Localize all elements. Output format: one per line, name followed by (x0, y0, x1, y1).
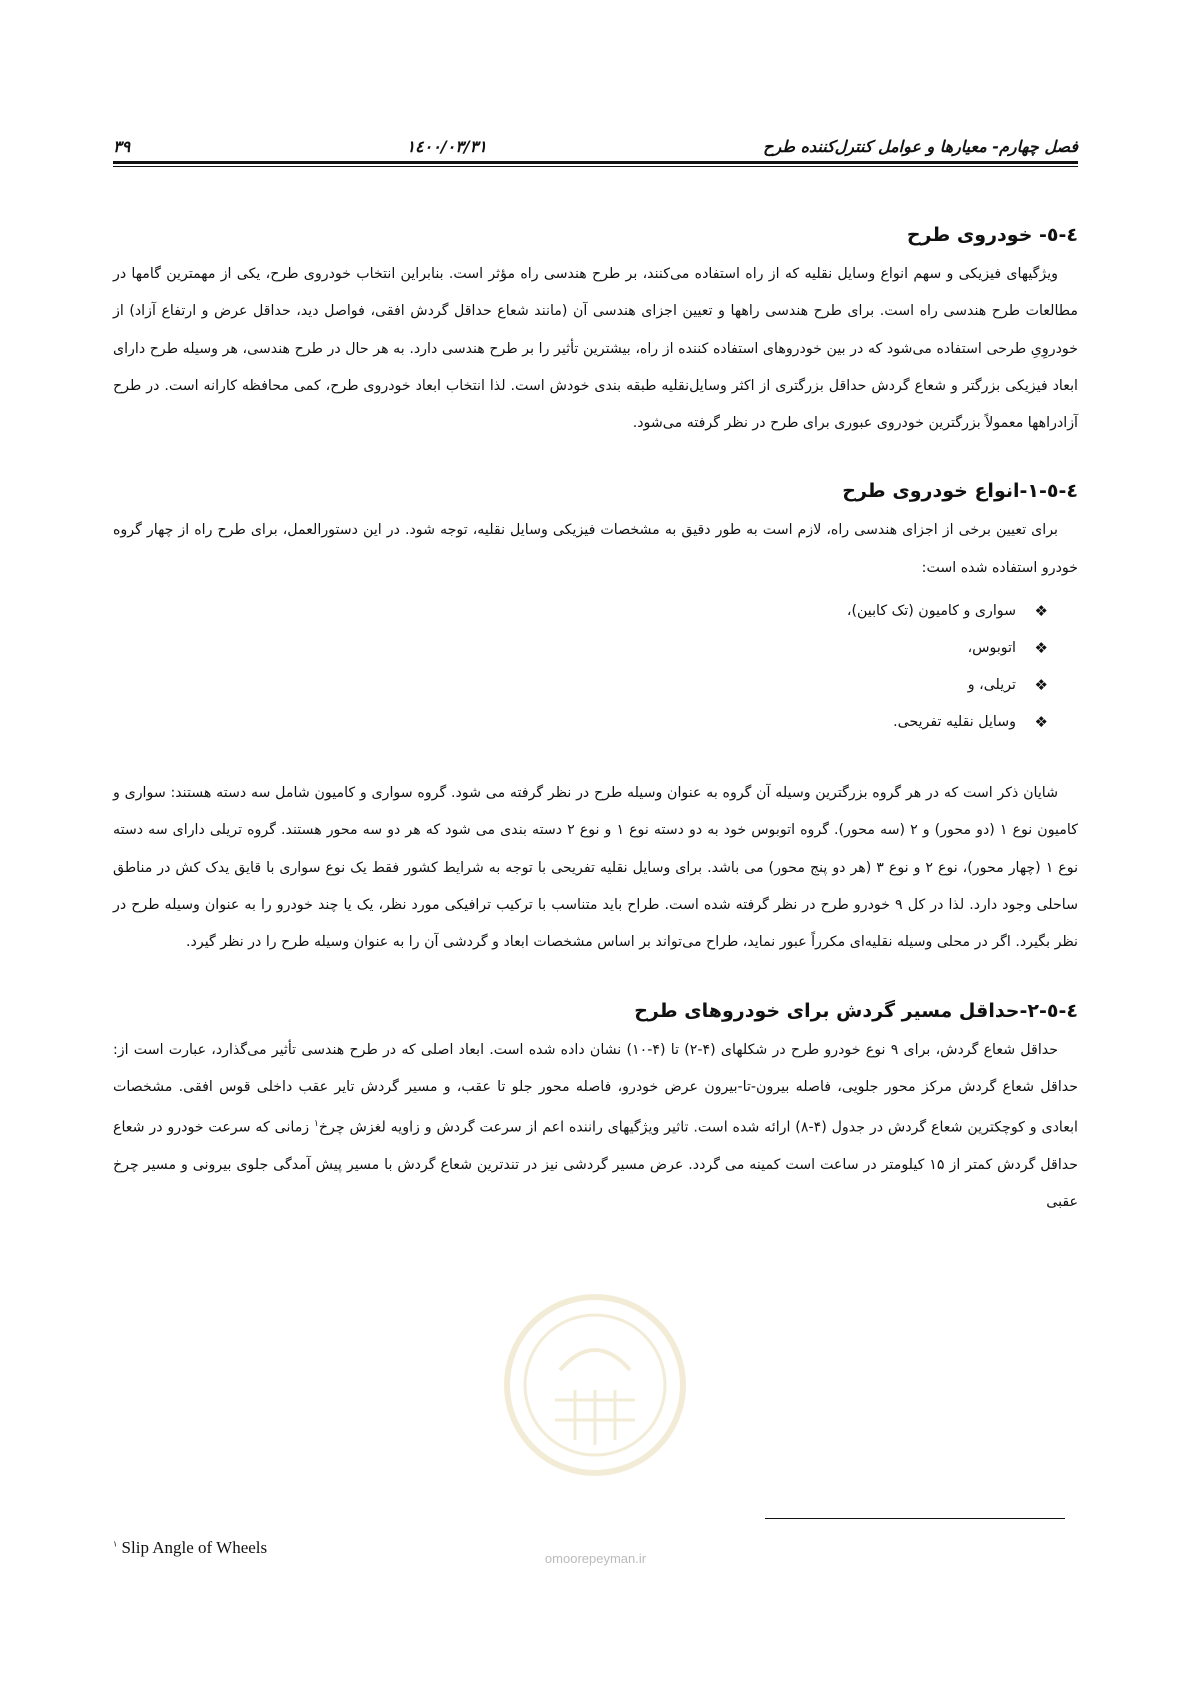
section-paragraph: ویژگیهای فیزیکی و سهم انواع وسایل نقلیه که از راه استفاده می‌کنند، بر طرح هندسی راه مؤثر است. بنابراین انتخاب خودروی طرح، یکی از مهمترین گامها در مطالعات طرح هندسی راه است. برای طرح هندسی راهها و تعیین اجزای هندسی آن (مانند شعاع حداقل گردش افقی، فواصل دید، حداقل عرض و ارتفاع آزاد) از خودروِیِ طرحی استفاده می‌شود که در بین خودروهای استفاده کننده از راه، بیشترین تأثیر را بر طرح هندسی دارد. به هر حال در طرح هندسی، هر وسیله طرح دارای ابعاد فیزیکی بزرگتر و شعاع گردش حداقل بزرگتری از اکثر وسایل‌نقلیه طبقه بندی خودش است. لذا انتخاب ابعاد خودروی طرح، کمی محافظه کارانه است. در طرح آزادراهها معمولاً بزرگترین خودروی عبوری برای طرح در نظر گرفته می‌شود. (113, 266, 1078, 432)
section-minimum-turning-path (113, 996, 1078, 1222)
section-heading: ٤-٥- خودروی طرح (906, 224, 1078, 246)
chapter-title: فصل چهارم- معیارها و عوامل کنترل‌کننده طرح (763, 137, 1078, 156)
four-diamond-icon: ❖ (1034, 602, 1048, 621)
footnote (113, 1538, 267, 1558)
four-diamond-icon: ❖ (1034, 713, 1048, 732)
list-item: ❖ اتوبوس، (113, 630, 1048, 667)
page-header (113, 126, 1078, 156)
list-item: ❖ تریلی، و (113, 667, 1048, 704)
list-item: ❖ وسایل نقلیه تفریحی. (113, 704, 1048, 741)
footnote-marker: ۱ (113, 1539, 118, 1549)
section-heading: ٤-٥-۱-انواع خودروی طرح (842, 480, 1078, 503)
four-diamond-icon: ❖ (1034, 639, 1048, 658)
four-diamond-icon: ❖ (1034, 676, 1048, 695)
header-date: ۱٤۰۰/۰۳/۳۱ (406, 137, 487, 156)
header-rule-thick (113, 161, 1078, 164)
footnote-reference[interactable]: ۱ (314, 1119, 319, 1130)
header-rule-thin (113, 166, 1078, 167)
section-paragraph: شایان ذکر است که در هر گروه بزرگترین وسیله آن گروه به عنوان وسیله طرح در نظر گرفته می شود. گروه سواری و کامیون شامل سه دسته هستند: سواری و کامیون نوع ۱ (دو محور) و ۲ (سه محور). گروه اتوبوس خود به دو دسته نوع ۱ و نوع ۲ دسته بندی می شود که هر دو سه محور هستند. گروه تریلی دارای سه دسته نوع ۱ (چهار محور)، نوع ۲ و نوع ۳ (هر دو پنج محور) می باشد. برای وسایل نقلیه تفریحی با توجه به شرایط کشور فقط یک نوع سواری با قایق یدک کش در مناطق ساحلی وجود دارد. لذا در کل ۹ خودرو طرح در نظر گرفته شده است. طراح باید متناسب با ترکیب ترافیکی مورد نظر، یک یا چند خودرو را به عنوان وسیله طرح در نظر بگیرد. اگر در محلی وسیله نقلیه‌ای مکرراً عبور نماید، طراح می‌تواند بر اساس مشخصات ابعاد و گردشی آن را به عنوان وسیله طرح را در نظر گیرد. (113, 785, 1079, 951)
vehicle-group-list (113, 593, 1078, 741)
footnote-rule (765, 1518, 1065, 1519)
watermark-url: omoorepeyman.ir (544, 1551, 647, 1566)
section-vehicle-types (113, 476, 1078, 961)
list-item: ❖ سواری و کامیون (تک کابین)، (113, 593, 1048, 630)
main-content (113, 220, 1078, 1222)
section-paragraph: برای تعیین برخی از اجزای هندسی راه، لازم است به طور دقیق به مشخصات فیزیکی وسایل نقلیه، توجه شود. در این دستورالعمل، برای طرح راه از چهار گروه خودرو استفاده شده است: (113, 522, 1078, 576)
footnote-text: Slip Angle of Wheels (121, 1538, 268, 1557)
section-design-vehicle (113, 220, 1078, 442)
page-number: ۳۹ (113, 137, 131, 156)
watermark-seal (500, 1290, 690, 1480)
section-paragraph: حداقل شعاع گردش، برای ۹ نوع خودرو طرح در شکلهای (۴-۲) تا (۴-۱۰) نشان داده شده است. ابعاد اصلی که در طرح هندسی تأثیر می‌گذارد، عبارت است از: حداقل شعاع گردش مرکز محور جلویی، فاصله بیرون-تا-بیرون عرض خودرو، فاصله محور جلو تا عقب، و مسیر گردش تایر عقب داخلی قوس افقی. مشخصات ابعادی و کوچکترین شعاع گردش در جدول (۴-۸) ارائه شده است. تاثیر ویژگیهای راننده اعم از سرعت گردش و زاویه لغزش چرخ$^۱$ زمانی که سرعت خودرو در شعاع حداقل گردش کمتر از ۱۵ کیلومتر در ساعت است کمینه می گردد. عرض مسیر گردشی نیز در تندترین شعاع گردش با مسیر پیش آمدگی جلوی بیرونی و مسیر چرخ عقبی (113, 1041, 1078, 1211)
section-heading: ٤-٥-۲-حداقل مسیر گردش برای خودروهای طرح (634, 999, 1078, 1022)
